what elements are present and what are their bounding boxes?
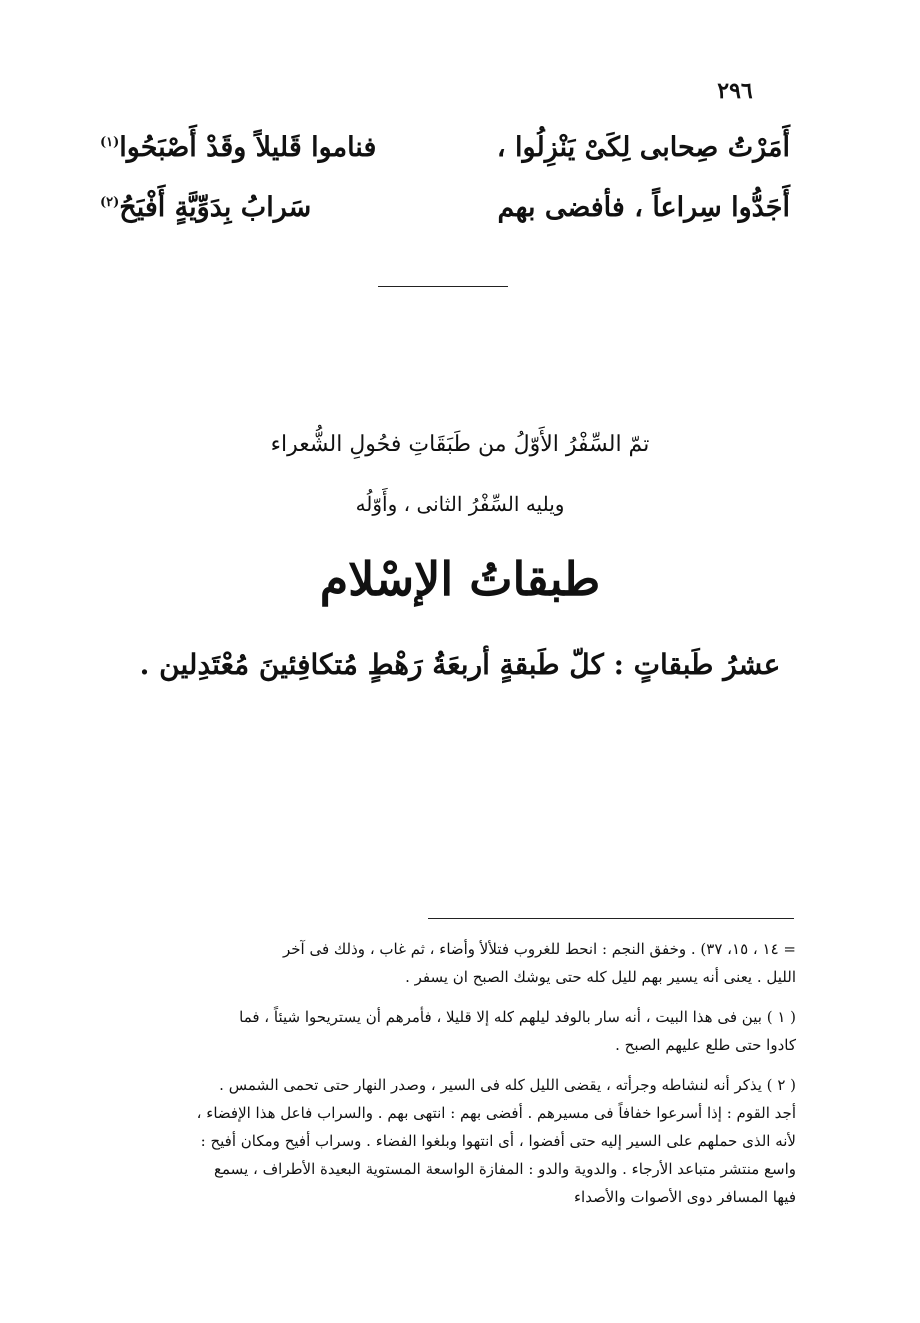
footnote-2 (108, 1071, 796, 1211)
footnote-line: لأنه الذى حملهم على السير إليه حتى أفضوا ، أى انتهوا وبلغوا الفضاء . وسراب أفيح ومكان أفيح : (200, 1132, 796, 1150)
page-number: ٢٩٦ (717, 78, 753, 104)
colophon-end-line: تمّ السِّفْرُ الأَوّلُ من طَبَقَاتِ فحُولِ الشُّعراء (270, 432, 650, 457)
verse-second-hemistich-text: سَرابُ بِدَوِّيَّةٍ أَفْيَحُ (119, 192, 312, 223)
footnote-line: أجد القوم : إذا أسرعوا خفافاً فى مسيرهم . أفضى بهم : انتهى بهم . والسراب فاعل هذا الإفضاء ، (196, 1104, 796, 1122)
footnote-divider (428, 918, 794, 919)
footnote-1 (108, 1003, 796, 1059)
footnote-line: واسع منتشر متباعد الأرجاء . والدوية والدو : المفازة الواسعة المستوية البعيدة الأطراف ، يسمع (214, 1160, 796, 1178)
footnote-line: = ١٤ ، ١٥، ٣٧) . وخفق النجم : انحط للغروب فتلألأ وأضاء ، ثم غاب ، وذلك فى آخر (282, 940, 796, 958)
verse-second-hemistich (100, 192, 311, 223)
verse-first-hemistich: أَجَدُّوا سِراعاً ، فأفضى بهم (497, 192, 790, 223)
verse-first-hemistich: أَمَرْتُ صِحابى لِكَىْ يَنْزِلُوا ، (496, 132, 790, 163)
footnote-reference: (١) (100, 135, 120, 150)
verse-second-hemistich (100, 132, 376, 163)
footnote-reference: (٢) (100, 195, 120, 210)
verse-second-hemistich-text: فناموا قَليلاً وقَدْ أَصْبَحُوا (119, 132, 377, 163)
footnote-line: ( ٢ ) يذكر أنه لنشاطه وجرأته ، يقضى الليل كله فى السير ، وصدر النهار حتى تحمى الشمس . (219, 1076, 796, 1094)
footnote-line: ( ١ ) بين فى هذا البيت ، أنه سار بالوفد ليلهم كله إلا قليلا ، فأمرهم أن يستريحوا شيئاً ، فما (239, 1008, 796, 1026)
colophon-next-line: ويليه السِّفْرُ الثانى ، وأَوّلُه (355, 492, 565, 516)
section-divider (378, 286, 508, 287)
footnote-continuation (108, 935, 796, 991)
footnotes (108, 935, 796, 1223)
footnote-line: الليل . يعنى أنه يسير بهم لليل كله حتى يوشك الصبح ان يسفر . (405, 968, 796, 986)
classes-description: عشرُ طَبقاتٍ : كلّ طَبقةٍ أربعَةُ رَهْطٍ مُتكافِئينَ مُعْتَدِلين . (139, 648, 781, 681)
footnote-line: كادوا حتى طلع عليهم الصبح . (615, 1036, 796, 1054)
poem-verse (100, 132, 790, 163)
section-title: طبقاتُ الإسْلام (319, 552, 601, 606)
footnote-line: فيها المسافر دوى الأصوات والأصداء (573, 1188, 796, 1206)
poem-verse (100, 192, 790, 223)
